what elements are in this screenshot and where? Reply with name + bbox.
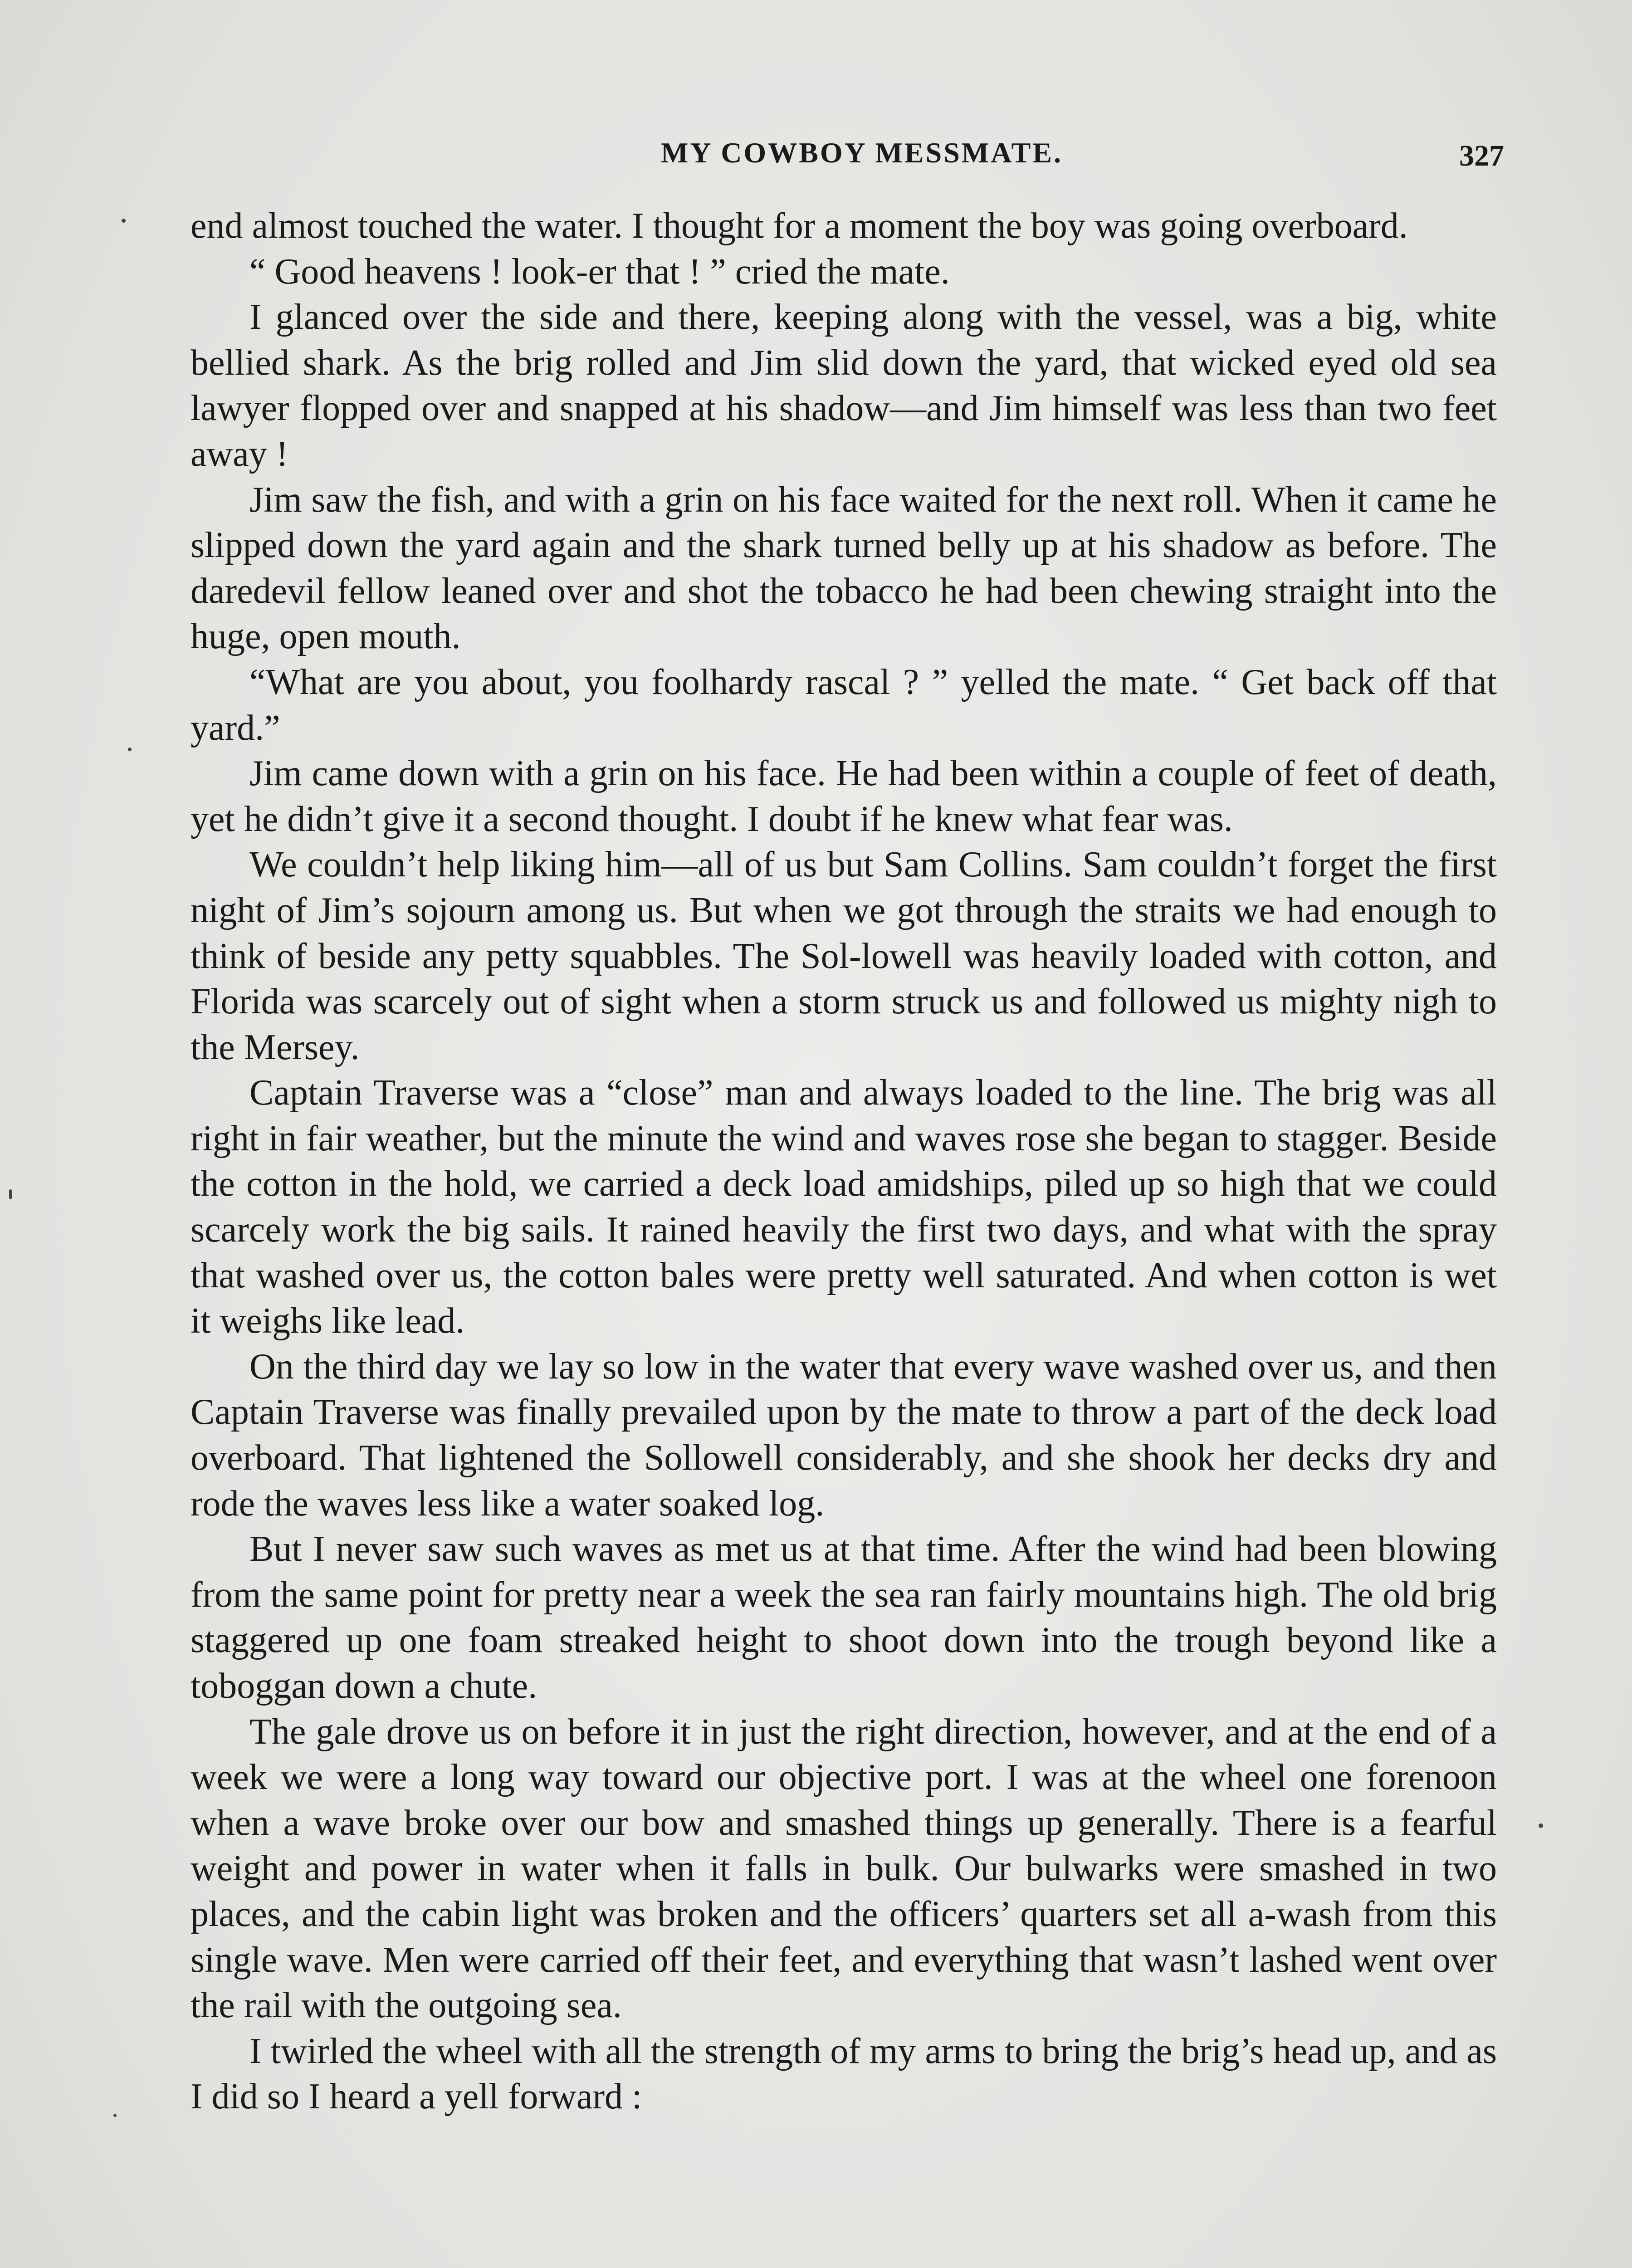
paragraph: I glanced over the side and there, keeping along with the vessel, was a big, white bellied shark. As the brig rolled and Jim slid down the yard, that wicked eyed old sea lawyer flopped over and snapped at his shadow—and Jim himself was less than two feet away ! bbox=[191, 297, 1497, 474]
page-header bbox=[191, 136, 1504, 186]
paragraph: We couldn’t help liking him—all of us but Sam Collins. Sam couldn’t forget the first night of Jim’s sojourn among us. But when we got through the straits we had enough to think of beside any petty squabbles. The Sol-lowell was heavily loaded with cotton, and Florida was scarcely out of sight when a storm struck us and followed us mighty nigh to the Mersey. bbox=[191, 845, 1497, 1067]
paragraph: On the third day we lay so low in the water that every wave washed over us, and then Captain Traverse was finally prevailed upon by the mate to throw a part of the deck load overboard. That lightened the Sollowell considerably, and she shook her decks dry and rode the waves less like a water soaked log. bbox=[191, 1346, 1497, 1524]
paper-speck bbox=[1539, 1823, 1543, 1828]
paragraph: Jim saw the fish, and with a grin on his face waited for the next roll. When it came he slipped down the yard again and the shark turned belly up at his shadow as before. The daredevil fellow leaned over and shot the tobacco he had been chewing straight into the huge, open mouth. bbox=[191, 479, 1497, 657]
page-number: 327 bbox=[1459, 139, 1504, 172]
running-title: MY COWBOY MESSMATE. bbox=[660, 137, 1063, 169]
paragraph: But I never saw such waves as met us at that time. After the wind had been blowing from the same point for pretty near a week the sea ran fairly mountains high. The old brig staggered up one foam streaked height to shoot down into the trough beyond like a toboggan down a chute. bbox=[191, 1529, 1497, 1706]
paragraph: I twirled the wheel with all the strength of my arms to bring the brig’s head up, and as I did so I heard a yell forward : bbox=[191, 2031, 1497, 2117]
paper-speck bbox=[113, 2114, 117, 2117]
paragraph: “ Good heavens ! look-er that ! ” cried the mate. bbox=[249, 251, 950, 292]
body-text bbox=[191, 203, 1497, 2120]
paper-speck bbox=[9, 1189, 12, 1199]
paper-speck bbox=[128, 748, 132, 751]
paragraph: end almost touched the water. I thought for a moment the boy was going overboard. bbox=[191, 206, 1408, 246]
paragraph: Captain Traverse was a “close” man and always loaded to the line. The brig was all right in fair weather, but the minute the wind and waves rose she began to stagger. Beside the cotton in the hold, we carried a deck load amidships, piled up so high that we could scarcely work the big sails. It rained heavily the first two days, and what with the spray that washed over us, the cotton bales were pretty well saturated. And when cotton is wet it weighs like lead. bbox=[191, 1073, 1497, 1341]
paragraph: “What are you about, you foolhardy rascal ? ” yelled the mate. “ Get back off that yard.” bbox=[191, 662, 1497, 748]
paper-speck bbox=[122, 219, 126, 223]
paragraph: Jim came down with a grin on his face. He had been within a couple of feet of death, yet he didn’t give it a second thought. I doubt if he knew what fear was. bbox=[191, 753, 1497, 839]
paragraph: The gale drove us on before it in just the right direction, however, and at the end of a week we were a long way toward our objective port. I was at the wheel one forenoon when a wave broke over our bow and smashed things up generally. There is a fearful weight and power in water when it falls in bulk. Our bulwarks were smashed in two places, and the cabin light was broken and the officers’ quarters set all a-wash from this single wave. Men were carried off their feet, and everything that wasn’t lashed went over the rail with the outgoing sea. bbox=[191, 1711, 1497, 2026]
